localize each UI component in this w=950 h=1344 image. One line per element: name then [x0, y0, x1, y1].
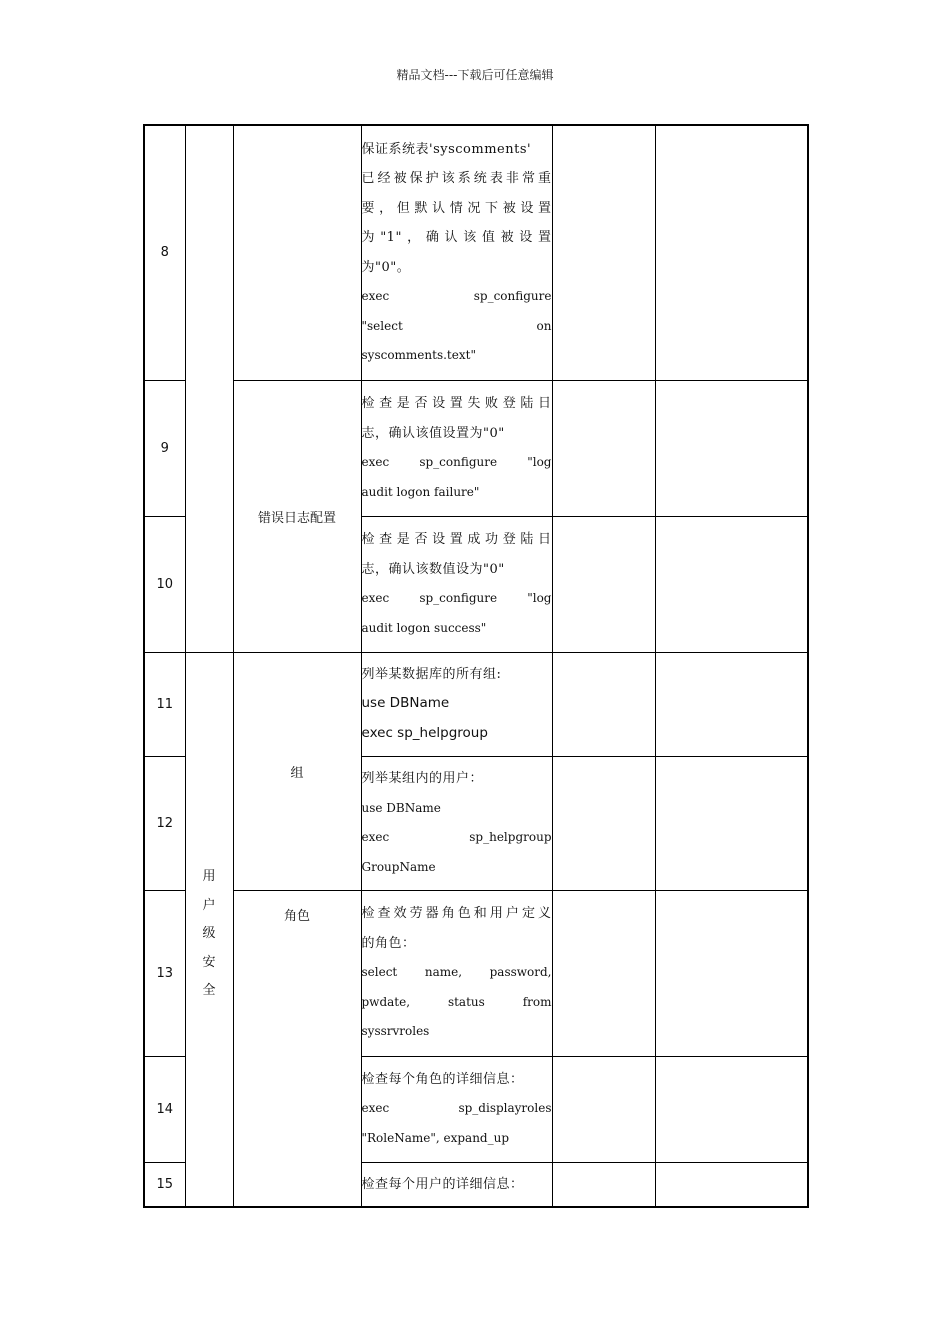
- desc-line: exec sp_helpgroup: [361, 724, 488, 741]
- description-cell: [361, 1056, 552, 1162]
- table-row: [144, 125, 808, 380]
- category-char: 户: [202, 897, 216, 913]
- desc-line: select name, password,: [361, 965, 552, 980]
- item-label: 角色: [283, 908, 310, 924]
- row-number: 15: [144, 1162, 185, 1207]
- desc-line: 为"1"，确认该值被设置: [361, 230, 552, 246]
- desc-line: 检查是否设置失败登陆日: [361, 396, 552, 411]
- remark-cell: [655, 1162, 808, 1207]
- description-cell: [361, 756, 552, 890]
- security-checklist-table: [143, 124, 809, 1208]
- row-number: 8: [144, 125, 185, 380]
- category-char: 安: [202, 954, 216, 970]
- row-number: 10: [144, 516, 185, 652]
- description-cell: [361, 125, 552, 380]
- page-header: 精品文档---下载后可任意编辑: [396, 68, 554, 82]
- remark-cell: [655, 652, 808, 756]
- desc-line: exec sp_helpgroup: [361, 830, 552, 844]
- description-cell: [361, 380, 552, 516]
- desc-line: 列举某数据库的所有组:: [361, 666, 502, 682]
- desc-line: exec sp_configure "log: [361, 455, 552, 469]
- table-row: [144, 380, 808, 516]
- remark-cell: [655, 125, 808, 380]
- result-cell: [552, 125, 655, 380]
- result-cell: [552, 516, 655, 652]
- category-label: [186, 853, 233, 1006]
- item-cell: [233, 380, 361, 652]
- category-char: 全: [202, 983, 216, 998]
- description-cell: [361, 1162, 552, 1207]
- desc-line: exec sp_configure: [361, 289, 552, 304]
- desc-line: 为"0"。: [361, 259, 411, 275]
- item-cell-empty: [233, 125, 361, 380]
- row-number: 11: [144, 652, 185, 756]
- item-cell: [233, 652, 361, 890]
- table-row: [144, 652, 808, 756]
- item-label: 组: [290, 765, 304, 781]
- desc-line: audit logon success": [361, 620, 487, 635]
- desc-line: 列举某组内的用户：: [361, 771, 484, 786]
- result-cell: [552, 652, 655, 756]
- desc-line: 保证系统表'syscomments': [361, 141, 532, 157]
- description-cell: [361, 890, 552, 1056]
- result-cell: [552, 1056, 655, 1162]
- desc-line: syscomments.text": [361, 348, 476, 363]
- result-cell: [552, 756, 655, 890]
- desc-line: use DBName: [361, 800, 441, 815]
- desc-line: pwdate, status from: [361, 994, 552, 1009]
- desc-line: exec sp_displayroles: [361, 1101, 552, 1116]
- desc-line: "RoleName", expand_up: [361, 1130, 510, 1145]
- category-char: 级: [202, 926, 216, 941]
- remark-cell: [655, 890, 808, 1056]
- row-number: 12: [144, 756, 185, 890]
- row-number: 14: [144, 1056, 185, 1162]
- desc-line: 检查每个角色的详细信息：: [361, 1071, 524, 1087]
- desc-line: 志，确认该值设置为"0": [361, 425, 505, 441]
- desc-line: audit logon failure": [361, 484, 480, 499]
- desc-line: GroupName: [361, 859, 436, 874]
- category-cell-empty: [185, 125, 233, 652]
- desc-line: 已经被保护该系统表非常重: [361, 171, 552, 187]
- category-cell: [185, 652, 233, 1207]
- result-cell: [552, 1162, 655, 1207]
- desc-line: 的角色：: [361, 935, 416, 951]
- remark-cell: [655, 756, 808, 890]
- result-cell: [552, 380, 655, 516]
- row-number: 13: [144, 890, 185, 1056]
- description-cell: [361, 652, 552, 756]
- category-char: 用: [202, 869, 216, 884]
- remark-cell: [655, 380, 808, 516]
- result-cell: [552, 890, 655, 1056]
- desc-line: 志，确认该数值设为"0": [361, 561, 505, 577]
- remark-cell: [655, 1056, 808, 1162]
- table-row: [144, 890, 808, 1056]
- desc-line: 检查是否设置成功登陆日: [361, 532, 552, 547]
- item-cell: [233, 890, 361, 1207]
- row-number: 9: [144, 380, 185, 516]
- desc-line: "select on: [361, 318, 552, 333]
- remark-cell: [655, 516, 808, 652]
- desc-line: 要，但默认情况下被设置: [361, 200, 552, 216]
- desc-line: 检查每个用户的详细信息：: [361, 1176, 524, 1192]
- desc-line: syssrvroles: [361, 1024, 430, 1039]
- item-label: 错误日志配置: [257, 510, 336, 526]
- desc-line: exec sp_configure "log: [361, 591, 552, 605]
- desc-line: use DBName: [361, 695, 450, 712]
- description-cell: [361, 516, 552, 652]
- desc-line: 检查效劳器角色和用户定义: [361, 906, 552, 922]
